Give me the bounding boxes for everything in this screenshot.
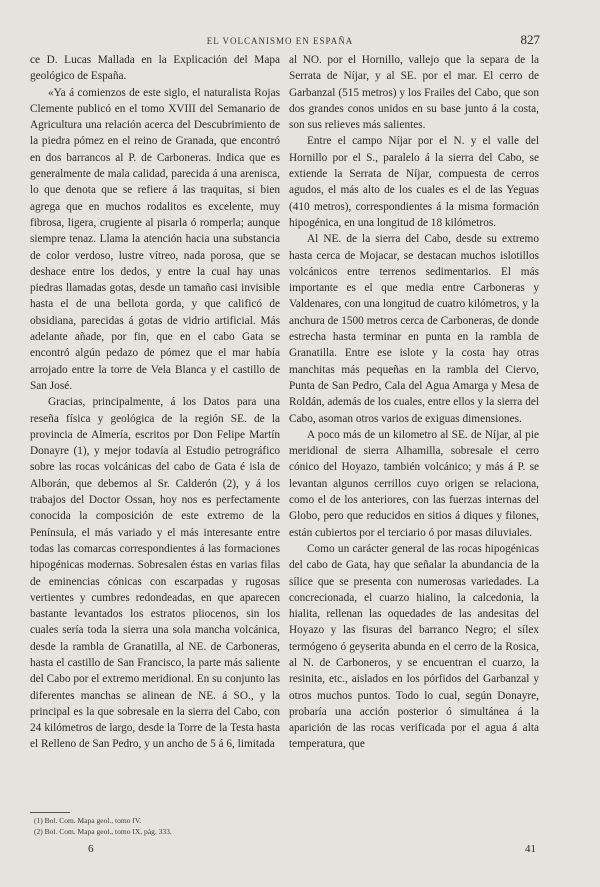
signature-mark-left: 6 xyxy=(88,843,94,855)
paragraph: Al NE. de la sierra del Cabo, desde su extremo hasta cerca de Mojacar, se destacan muchos islotillos volcánicos entre terrenos sedimentarios. El más importante es el que media entre Carboneras y Valdenares, con una longitud de cuatro kilómetros, y la anchura de 1500 metros cerca de Carboneras, de donde estrecha hasta terminar en punta en la rambla de Granatilla. Entre ese islote y la costa hay otras manchitas más pequeñas en la rambla del Ciervo, Punta de San Pedro, Cala del Agua Amarga y Mesa de Roldán, además de los cuales, entre ellos y la sierra del Cabo, asoman otros varios de exiguas dimensiones. xyxy=(289,233,539,425)
paragraph: al NO. por el Hornillo, vallejo que la separa de la Serrata de Níjar, y al SE. por el mar. El cerro de Garbanzal (515 metros) y los Frailes del Cabo, que son dos grandes conos unidos en su base junto á la costa, son sus relieves más salientes. xyxy=(289,54,539,132)
left-column xyxy=(30,52,280,753)
paragraph: A poco más de un kilometro al SE. de Níjar, al pie meridional de sierra Alhamilla, sobresale el cerro cónico del Hoyazo, también volcánico; y más á P. se levantan algunos cerrillos cuyo origen se relaciona, como el de los anteriores, con las fuerzas internas del Globo, pero que reducidos en sitios á diques y filones, están cubiertos por el terciario ó por masas diluviales. xyxy=(289,428,539,539)
paragraph: Gracias, principalmente, á los Datos para una reseña física y geológica de la región SE. de la provincia de Almería, escritos por Don Felipe Martín Donayre (1), y mejor todavía al Estudio petrográfico sobre las rocas volcánicas del cabo de Gata é isla de Alborán, que debemos al Sr. Calderón (2), y á los trabajos del Doctor Ossan, hoy nos es perfectamente conocida la composición de este extremo de la Península, el más variado y el más interesante entre todas las comarcas correspondientes á las formaciones hipogénicas modernas. Sobresalen éstas en varias filas de eminencias cónicas con escarpadas y rugosas vertientes y cumbres redondeadas, en que aparecen bastante levantados los estratos pliocenos, sin los cuales sería toda la sierra una sola mancha volcánica, desde la rambla de Granatilla, al NE. de Carboneras, hasta el castillo de San Francisco, la parte más saliente del Cabo por el extremo meridional. En su conjunto las diferentes manchas se alinean de NE. á SO., y la principal es la que sobresale en la sierra del Cabo, con 24 kilómetros de largo, desde la Torre de la Testa hasta el Relleno de San Pedro, y un ancho de 5 á 6, limitada xyxy=(30,396,280,751)
paragraph: Como un carácter general de las rocas hipogénicas del cabo de Gata, hay que señalar la abundancia de la sílice que se presenta con numerosas variedades. La concrecionada, el cuarzo hialino, la calcedonia, la hialita, rellenan las oquedades de las andesitas del Hoyazo y las fisuras del barranco Negro; el sílex termógeno ó geyserita abunda en el cerro de la Rosica, al N. de Carboneros, y se encuentran el cuarzo, la resinita, etc., aislados en los pórfidos del Garbanzal y otros muchos puntos. Todo lo cual, según Donayre, probaría una acción posterior ó simultánea á la aparición de las rocas verificada por el agua á alta temperatura, que xyxy=(289,542,539,751)
running-header: EL VOLCANISMO EN ESPAÑA xyxy=(206,36,354,46)
paragraph: Entre el campo Níjar por el N. y el valle del Hornillo por el S., paralelo á la sierra del Cabo, se extiende la Serrata de Níjar, compuesta de cerros agudos, el más alto de los cuales es el de las Yeguas (410 metros), correspondientes á la misma formación hipogénica, en una longitud de 18 kilómetros. xyxy=(289,135,539,229)
footnote: (1) Bol. Com. Mapa geol., tomo IV. xyxy=(34,816,142,825)
page-number: 827 xyxy=(520,32,540,47)
right-column xyxy=(289,52,539,753)
paragraph: «Ya á comienzos de este siglo, el naturalista Rojas Clemente publicó en el tomo XVIII del Semanario de Agricultura una relación acerca del Descubrimiento de la piedra pómez en el reino de Granada, que encontró en dos barrancos al P. de Carboneras. Indica que es generalmente de mala calidad, parecida á una arenisca, lo que denota que se refiere á las traquitas, si bien agrega que en muchos rodalitos es excelente, muy fibrosa, ligera, crugiente al pisarla ó romperla; aunque siempre tenaz. Llama la atención hacia una substancia de color verdoso, lustre vítreo, nada porosa, que se deshace entre los dedos, y entre la cual hay unas piedras llamadas gotas, desde un tamaño casi invisible hasta el de una bellota gorda, y que calificó de obsidiana, parecidas á gotas de vidrio artificial. Más adelante añade, por fin, que en el cabo Gata se encontró algún pedazo de pómez que el mar había arrojado entre la torre de Vela Blanca y el castillo de San José. xyxy=(30,86,280,392)
footnote: (2) Bol. Com. Mapa geol., tomo IX, pág. 333. xyxy=(34,827,172,836)
paragraph: ce D. Lucas Mallada en la Explicación del Mapa geológico de España. xyxy=(30,54,280,83)
signature-mark-right: 41 xyxy=(525,843,536,855)
footnote-divider xyxy=(30,812,70,813)
